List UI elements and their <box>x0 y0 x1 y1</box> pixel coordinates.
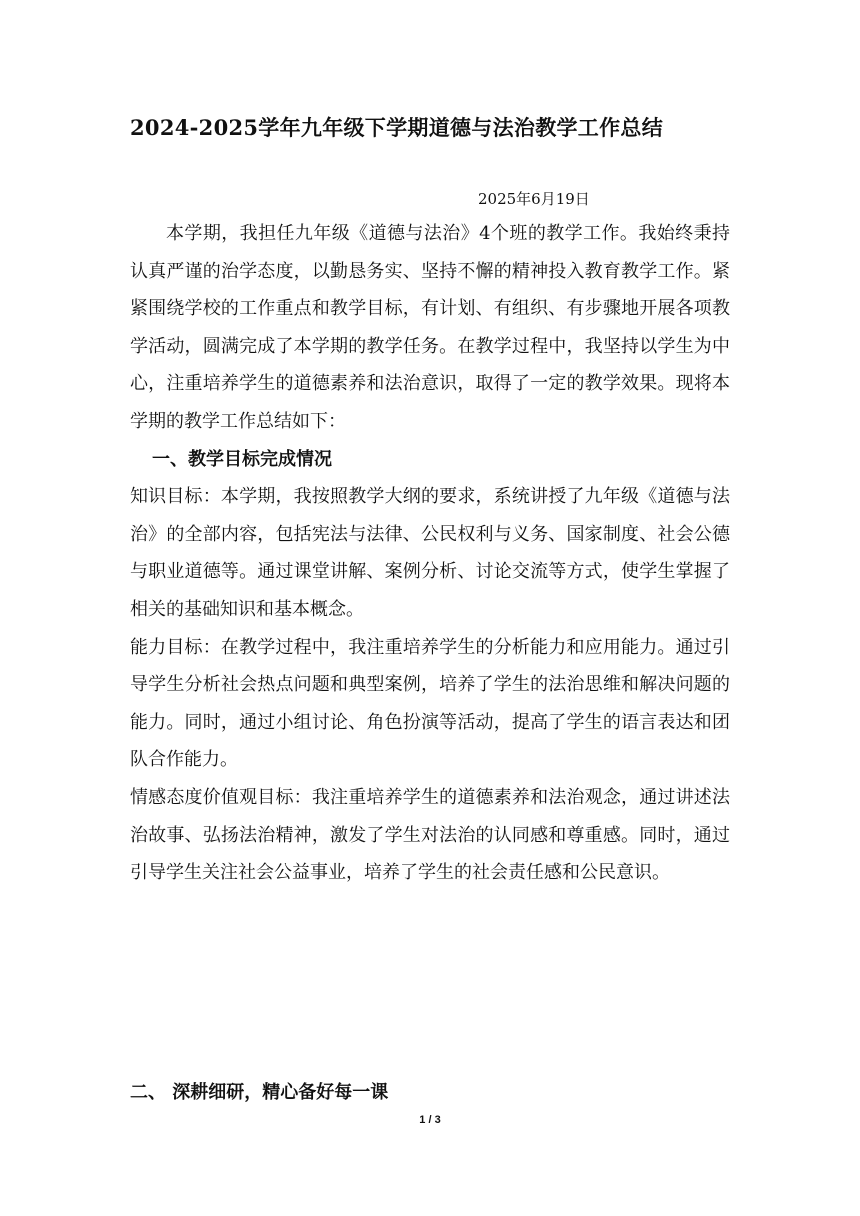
intro-paragraph: 本学期，我担任九年级《道德与法治》4个班的教学工作。我始终秉持认真严谨的治学态度，以勤恳务实、坚持不懈的精神投入教育教学工作。紧紧围绕学校的工作重点和教学目标，有计划、有组织、有步骤地开展各项教学活动，圆满完成了本学期的教学任务。在教学过程中，我坚持以学生为中心，注重培养学生的道德素养和法治意识，取得了一定的教学效果。现将本学期的教学工作总结如下： <box>130 223 730 432</box>
document-title: 2024-2025学年九年级下学期道德与法治教学工作总结 <box>130 115 664 140</box>
knowledge-goal-paragraph: 知识目标：本学期，我按照教学大纲的要求，系统讲授了九年级《道德与法治》的全部内容，包括宪法与法律、公民权利与义务、国家制度、社会公德与职业道德等。通过课堂讲解、案例分析、讨论交流等方式，使学生掌握了相关的基础知识和基本概念。 <box>130 486 730 620</box>
section-heading-1: 一、教学目标完成情况 <box>152 448 332 470</box>
ability-goal-paragraph: 能力目标：在教学过程中，我注重培养学生的分析能力和应用能力。通过引导学生分析社会热点问题和典型案例，培养了学生的法治思维和解决问题的能力。同时，通过小组讨论、角色扮演等活动，提高了学生的语言表达和团队合作能力。 <box>130 636 730 771</box>
emotion-goal-paragraph: 情感态度价值观目标：我注重培养学生的道德素养和法治观念，通过讲述法治故事、弘扬法治精神，激发了学生对法治的认同感和尊重感。同时，通过引导学生关注社会公益事业，培养了学生的社会责任感和公民意识。 <box>130 786 730 884</box>
page-number: 1 / 3 <box>419 1114 441 1126</box>
section-heading-2: 二、 深耕细研，精心备好每一课 <box>130 1082 389 1103</box>
document-date: 2025年6月19日 <box>478 190 590 208</box>
document-body <box>130 215 730 892</box>
